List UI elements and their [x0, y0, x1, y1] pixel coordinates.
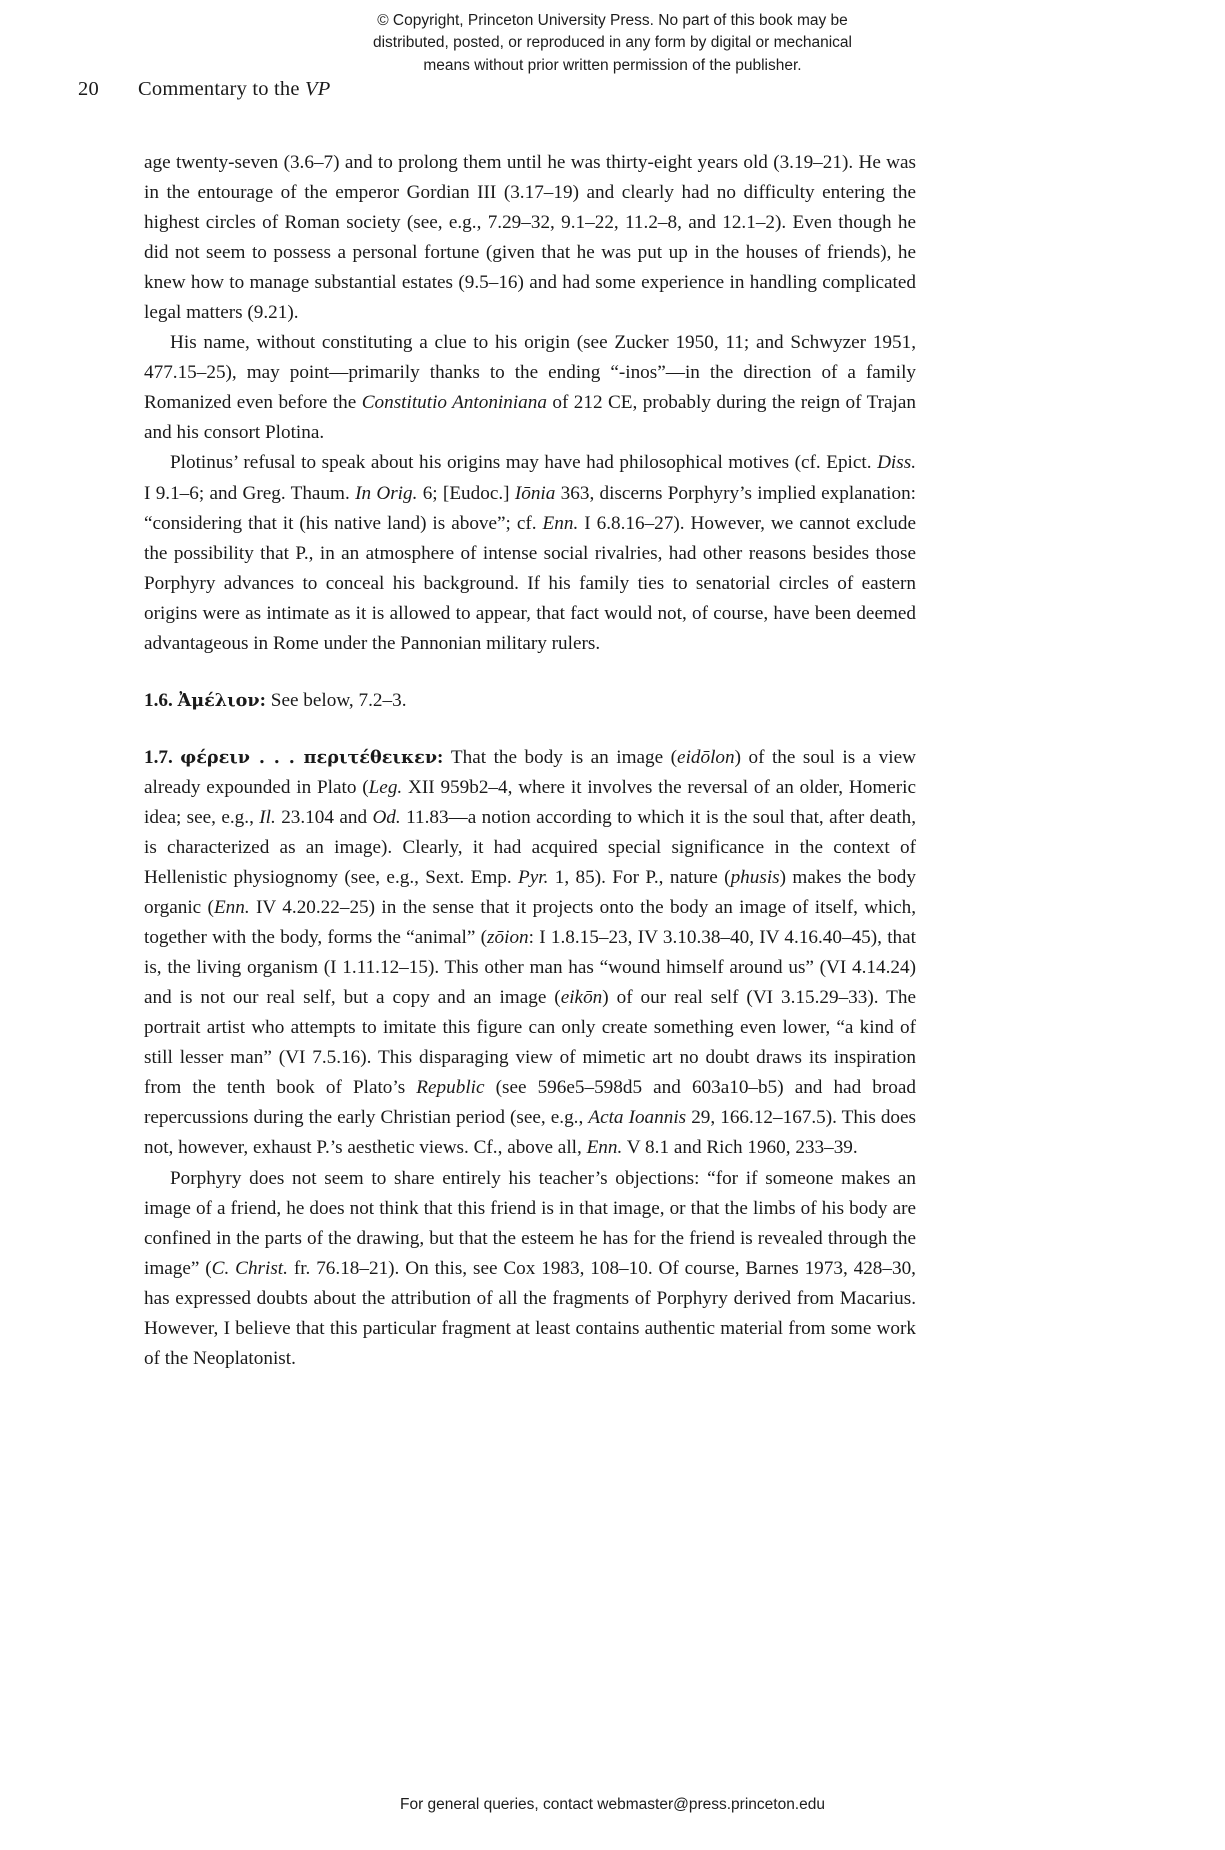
copyright-line-1: © Copyright, Princeton University Press. No part of this book may be — [377, 12, 848, 29]
footer-queries-note: For general queries, contact webmaster@press.princeton.edu — [400, 1796, 825, 1813]
running-head-title — [138, 78, 330, 101]
copyright-line-2: distributed, posted, or reproduced in any form by digital or mechanical — [372, 34, 853, 52]
para-2: His name, without constituting a clue to his origin (see Zucker 1950, 11; and Schwyzer 1951, 477.15–25), may point—primarily thanks to the ending “-inos”—in the direction of a family Romanized even before the Constitutio Antoniniana of 212 CE, probably during the reign of Trajan and his consort Plotina. — [144, 332, 917, 444]
note-1-6: 1.6. Ἀμέλιον: See below, 7.2–3. — [144, 689, 407, 711]
running-head-title-italic: VP — [305, 78, 331, 100]
note-1-7: 1.7. φέρειν . . . περιτέθεικεν: That the body is an image (eidōlon) of the soul is a view already expounded in Plato (Leg. XII 959b2–4, where it involves the reversal of an older, Homeric idea; see, e.g., Il. 23.104 and Od. 11.83—a notion according to which it is the soul that, after death, is characterized as an image). Clearly, it had acquired special significance in the context of Hellenistic physiognomy (see, e.g., Sext. Emp. Pyr. 1, 85). For P., nature (phusis) makes the body organic (Enn. IV 4.20.22–25) in the sense that it projects onto the body an image of itself, which, together with the body, forms the “animal” (zōion: I 1.8.15–23, IV 3.10.38–40, IV 4.16.40–45), that is, the living organism (I 1.11.12–15). This other man has “wound himself around us” (VI 4.14.24) and is not our real self, but a copy and an image (eikōn) of our real self (VI 3.15.29–33). The portrait artist who attempts to imitate this figure can only create something even lower, “a kind of still lesser man” (VI 7.5.16). This disparaging view of mimetic art no doubt draws its inspiration from the tenth book of Plato’s Republic (see 596e5–598d5 and 603a10–b5) and had broad repercussions during the early Christian period (see, e.g., Acta Ioannis 29, 166.12–167.5). This does not, however, exhaust P.’s aesthetic views. Cf., above all, Enn. V 8.1 and Rich 1960, 233–39. — [144, 746, 917, 1159]
running-head — [78, 78, 1148, 101]
copyright-line-3: means without prior written permission of the publisher. — [423, 56, 802, 74]
body-text-column — [144, 148, 916, 1374]
page-number: 20 — [78, 78, 99, 100]
running-head-title-text: Commentary to the — [138, 78, 305, 100]
copyright-notice — [0, 10, 1225, 77]
para-1: age twenty-seven (3.6–7) and to prolong them until he was thirty-eight years old (3.19–21). He was in the entourage of the emperor Gordian III (3.17–19) and clearly had no difficulty entering the highest circles of Roman society (see, e.g., 7.29–32, 9.1–22, 11.2–8, and 12.1–2). Even though he did not seem to possess a personal fortune (given that he was put up in the houses of friends), he knew how to manage substantial estates (9.5–16) and had some experience in handling complicated legal matters (9.21). — [144, 152, 916, 324]
para-4: Porphyry does not seem to share entirely his teacher’s objections: “for if someone makes an image of a friend, he does not think that this friend is in that image, or that the limbs of his body are confined in the parts of the drawing, but that the esteem he has for the friend is revealed through the image” (C. Christ. fr. 76.18–21). On this, see Cox 1983, 108–10. Of course, Barnes 1973, 428–30, has expressed doubts about the attribution of all the fragments of Porphyry derived from Macarius. However, I believe that this particular fragment at least contains authentic material from some work of the Neoplatonist. — [144, 1167, 916, 1369]
para-3: Plotinus’ refusal to speak about his origins may have had philosophical motives (cf. Epict. Diss. I 9.1–6; and Greg. Thaum. In Orig. 6; [Eudoc.] Iōnia 363, discerns Porphyry’s implied explanation: “considering that it (his native land) is above”; cf. Enn. I 6.8.16–27). However, we cannot exclude the possibility that P., in an atmosphere of intense social rivalries, had other reasons besides those Porphyry advances to conceal his background. If his family ties to senatorial circles of eastern origins were as intimate as it is allowed to appear, that fact would not, of course, have been deemed advantageous in Rome under the Pannonian military rulers. — [144, 452, 916, 654]
